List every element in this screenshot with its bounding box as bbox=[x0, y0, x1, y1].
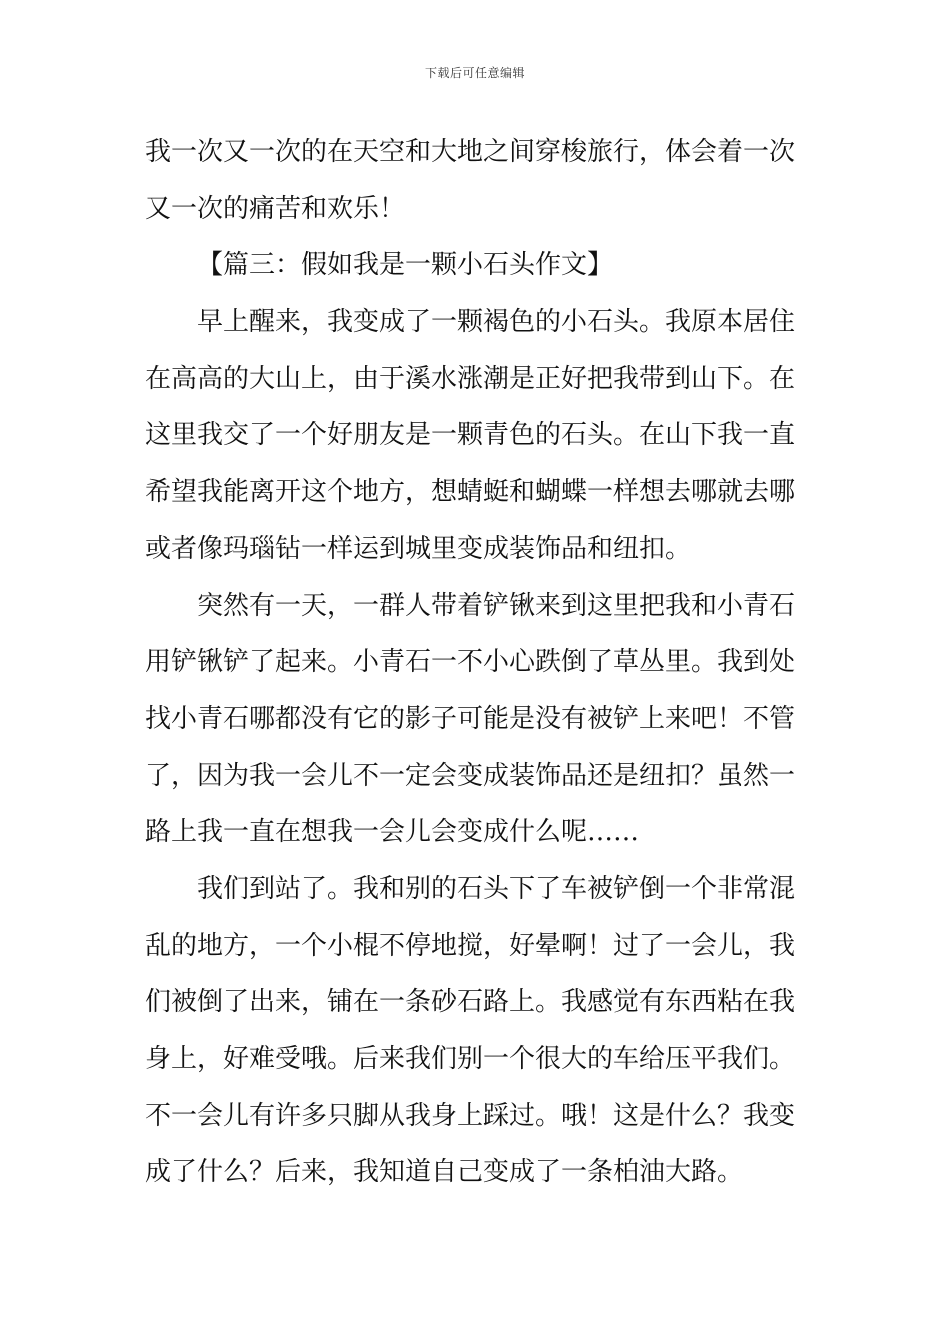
text-line: 们被倒了出来，铺在一条砂石路上。我感觉有东西粘在我 bbox=[145, 987, 796, 1018]
document-body bbox=[145, 128, 805, 1205]
text-line: 早上醒来，我变成了一颗褐色的小石头。我原本居住 bbox=[197, 307, 796, 338]
text-line: 不一会儿有许多只脚从我身上踩过。哦！这是什么？我变 bbox=[145, 1100, 796, 1131]
text-line: 我一次又一次的在天空和大地之间穿梭旅行，体会着一次 bbox=[145, 137, 796, 167]
text-line: 又一次的痛苦和欢乐！ bbox=[145, 193, 406, 224]
text-line: 了，因为我一会儿不一定会变成装饰品还是纽扣？虽然一 bbox=[145, 760, 796, 791]
text-line: 突然有一天，一群人带着铲锹来到这里把我和小青石 bbox=[197, 590, 796, 621]
text-line: 身上，好难受哦。后来我们别一个很大的车给压平我们。 bbox=[145, 1044, 796, 1074]
text-line: 我们到站了。我和别的石头下了车被铲倒一个非常混 bbox=[197, 873, 796, 904]
text-line: 【篇三：假如我是一颗小石头作文】 bbox=[197, 250, 614, 281]
text-line: 用铲锹铲了起来。小青石一不小心跌倒了草丛里。我到处 bbox=[145, 647, 796, 678]
text-line: 希望我能离开这个地方，想蜻蜓和蝴蝶一样想去哪就去哪 bbox=[145, 477, 796, 508]
text-line: 乱的地方，一个小棍不停地搅，好晕啊！过了一会儿，我 bbox=[145, 930, 796, 961]
text-line: 或者像玛瑙钻一样运到城里变成装饰品和纽扣。 bbox=[145, 533, 692, 564]
text-line: 路上我一直在想我一会儿会变成什么呢…… bbox=[145, 817, 640, 848]
text-line: 成了什么？后来，我知道自己变成了一条柏油大路。 bbox=[145, 1157, 744, 1188]
text-line: 在高高的大山上，由于溪水涨潮是正好把我带到山下。在 bbox=[145, 363, 796, 394]
text-line: 这里我交了一个好朋友是一颗青色的石头。在山下我一直 bbox=[145, 420, 796, 451]
text-line: 找小青石哪都没有它的影子可能是没有被铲上来吧！不管 bbox=[145, 703, 796, 734]
page-header: 下载后可任意编辑 bbox=[424, 66, 525, 80]
